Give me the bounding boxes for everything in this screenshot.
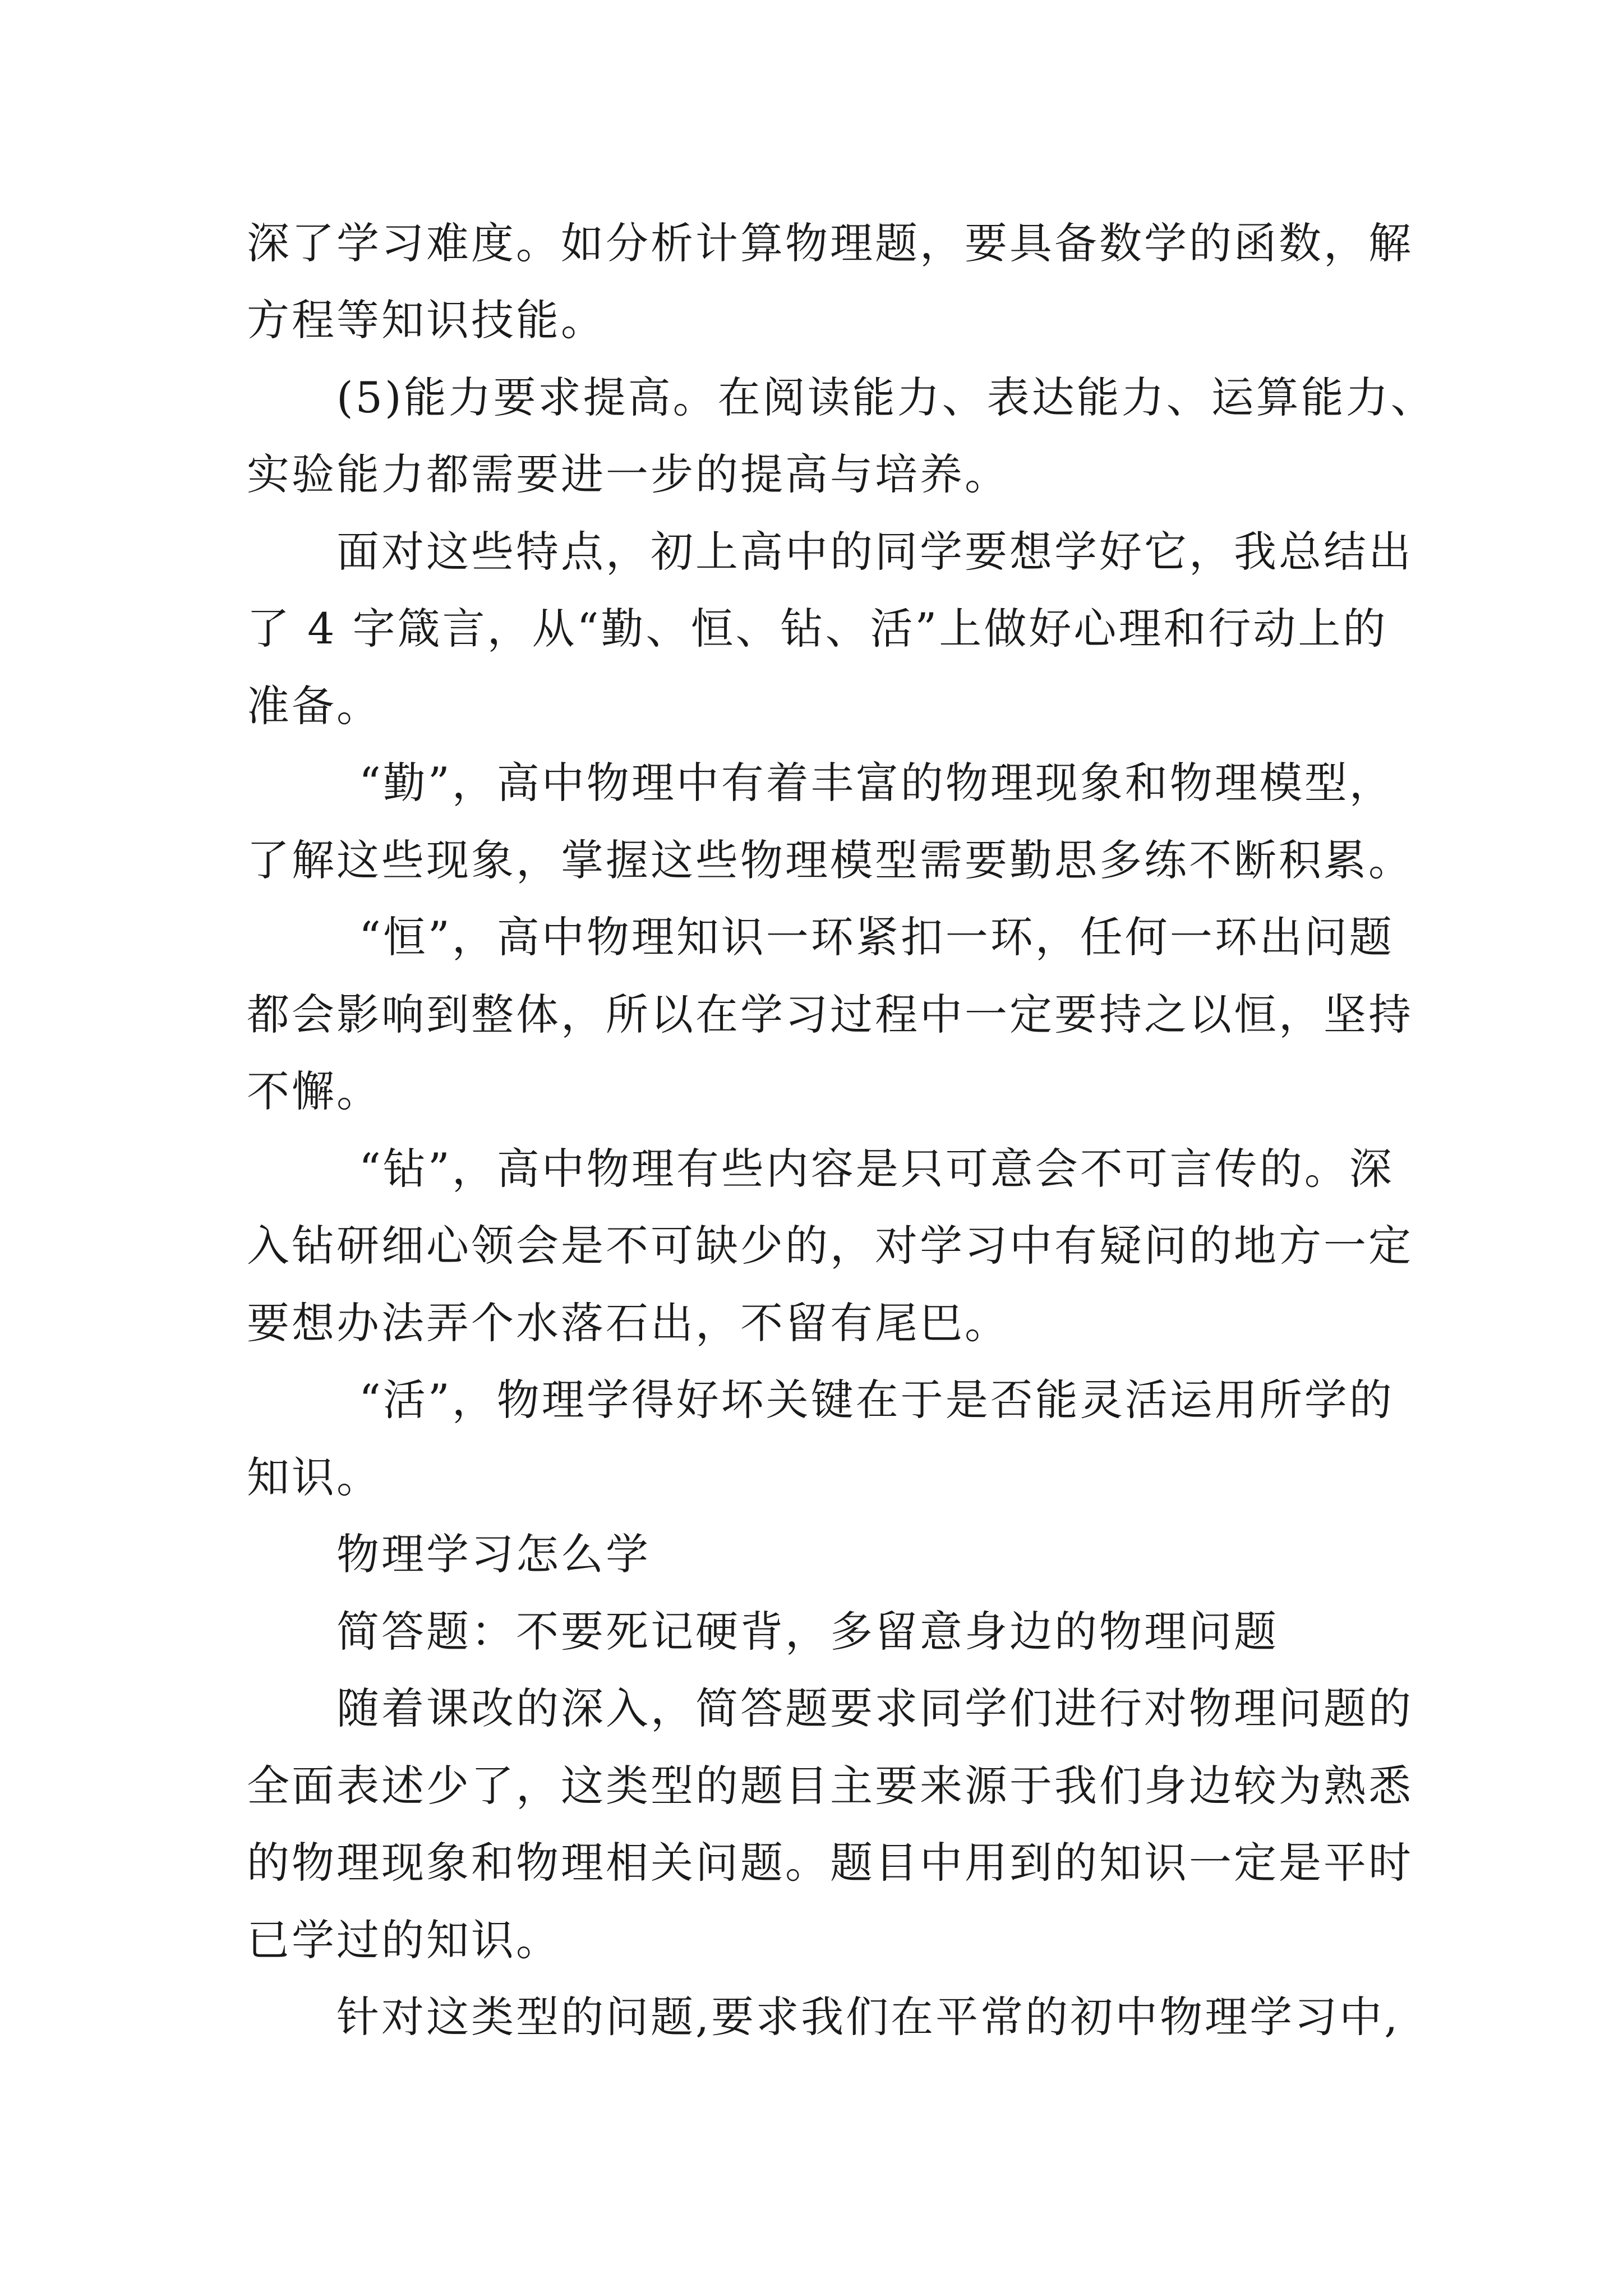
text-line-24: 针对这类型的问题,要求我们在平常的初中物理学习中, — [336, 1992, 1400, 2042]
text-line-2: 方程等知识技能。 — [247, 295, 606, 345]
text-line-16: “活”，物理学得好坏关键在于是否能灵活运用所学的 — [359, 1375, 1394, 1425]
text-line-21: 全面表述少了，这类型的题目主要来源于我们身边较为熟悉 — [247, 1761, 1413, 1811]
text-line-11: 都会影响到整体，所以在学习过程中一定要持之以恒，坚持 — [247, 990, 1413, 1039]
text-line-5: 面对这些特点，初上高中的同学要想学好它，我总结出 — [336, 527, 1413, 577]
text-line-14: 入钻研细心领会是不可缺少的，对学习中有疑问的地方一定 — [247, 1221, 1413, 1271]
text-line-17: 知识。 — [247, 1452, 381, 1502]
text-line-7: 准备。 — [247, 681, 381, 731]
section-heading: 物理学习怎么学 — [336, 1529, 651, 1579]
text-line-23: 已学过的知识。 — [247, 1915, 561, 1965]
text-line-13: “钻”，高中物理有些内容是只可意会不可言传的。深 — [359, 1144, 1394, 1194]
text-line-9: 了解这些现象，掌握这些物理模型需要勤思多练不断积累。 — [247, 835, 1413, 885]
text-line-10: “恒”，高中物理知识一环紧扣一环，任何一环出问题 — [359, 912, 1394, 962]
text-line-3: (5)能力要求提高。在阅读能力、表达能力、运算能力、 — [336, 372, 1436, 422]
subheading: 简答题：不要死记硬背，多留意身边的物理问题 — [336, 1607, 1279, 1657]
text-line-4: 实验能力都需要进一步的提高与培养。 — [247, 449, 1009, 499]
text-line-22: 的物理现象和物理相关问题。题目中用到的知识一定是平时 — [247, 1838, 1413, 1888]
text-line-15: 要想办法弄个水落石出，不留有尾巴。 — [247, 1298, 1009, 1348]
text-line-12: 不懈。 — [247, 1066, 381, 1116]
text-line-1: 深了学习难度。如分析计算物理题，要具备数学的函数，解 — [247, 218, 1413, 268]
text-line-20: 随着课改的深入，简答题要求同学们进行对物理问题的 — [336, 1683, 1413, 1733]
text-line-8: “勤”，高中物理中有着丰富的物理现象和物理模型， — [359, 758, 1394, 808]
text-line-6: 了 4 字箴言，从“勤、恒、钻、活”上做好心理和行动上的 — [247, 604, 1388, 654]
